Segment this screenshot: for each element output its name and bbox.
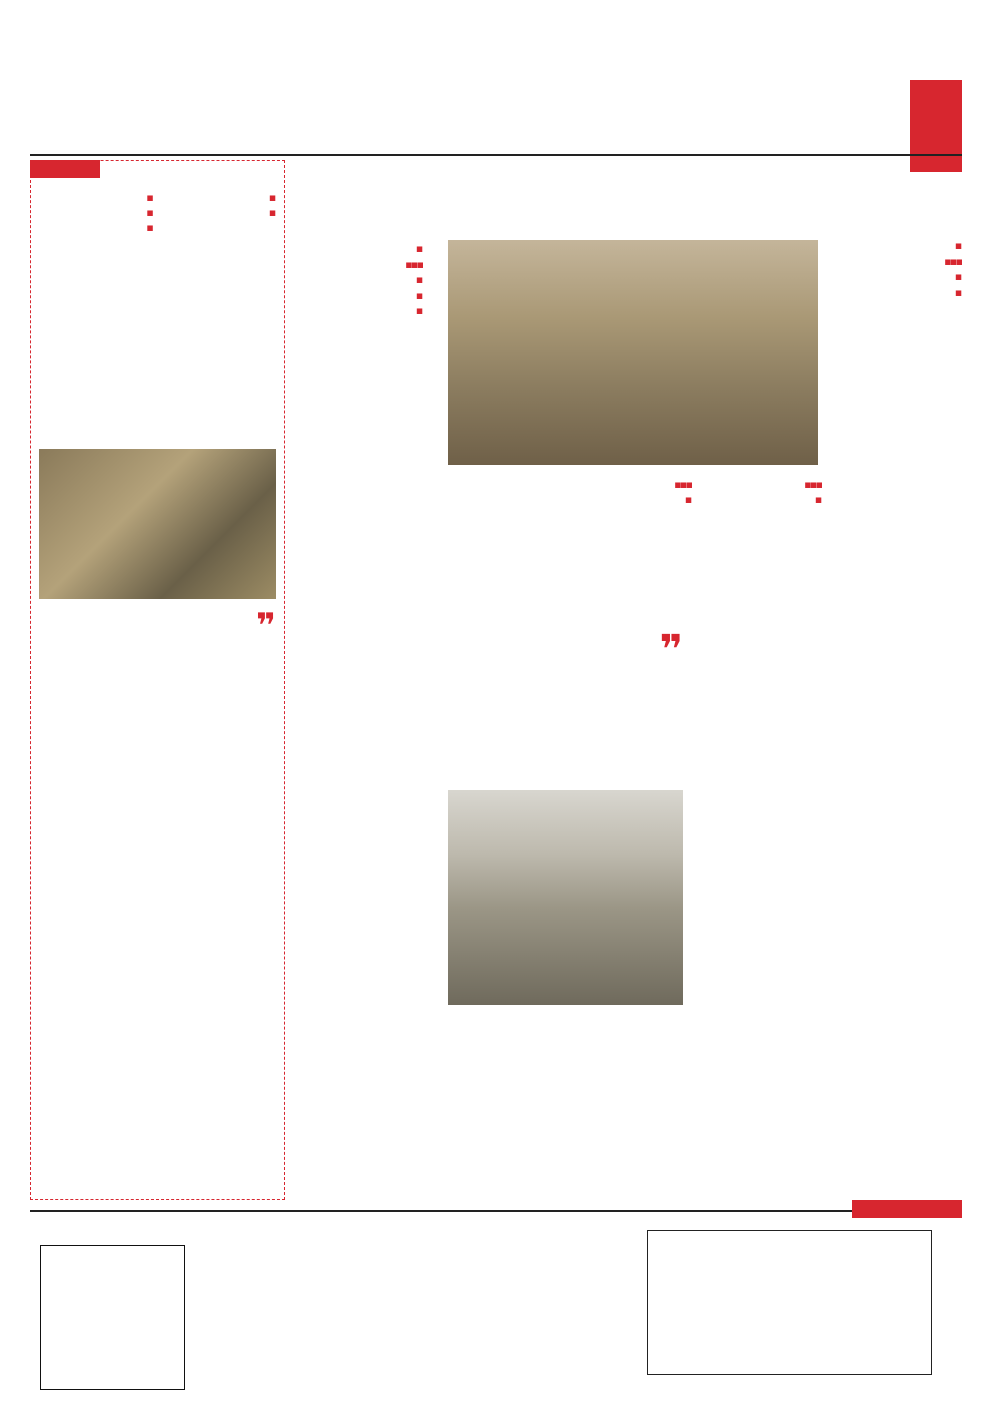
quote-mark-icon: ❞ xyxy=(659,627,683,673)
section-brand xyxy=(390,70,570,140)
sidebar-col-4 xyxy=(39,609,154,1209)
answer-grid xyxy=(200,1385,345,1415)
article-col-left xyxy=(293,240,423,1000)
sidebar-tab xyxy=(30,160,100,178)
crossword-grid xyxy=(647,1228,932,1388)
sidebar-sub-4 xyxy=(162,207,277,219)
subhead-left-2 xyxy=(293,259,423,271)
sudoku-header xyxy=(200,1250,280,1254)
masthead xyxy=(30,70,962,150)
sidebar-author xyxy=(162,192,277,204)
sidebar-columns xyxy=(39,189,276,439)
subhead-left-1 xyxy=(293,243,423,255)
subhead-right-2 xyxy=(832,287,962,299)
sidebar-sub-2 xyxy=(39,207,154,219)
subhead-right-1b xyxy=(832,271,962,283)
sidebar-sub-1 xyxy=(39,192,154,204)
subhead-left-3 xyxy=(293,290,423,302)
header-rule xyxy=(30,154,962,156)
pull-quote xyxy=(448,627,683,780)
article-col-mid xyxy=(572,475,692,625)
photo-missile-unit xyxy=(448,790,683,1005)
article-col-center xyxy=(433,475,558,625)
sidebar-group-photo xyxy=(39,449,276,599)
quote-mark-icon: ❞ xyxy=(256,609,276,646)
subhead-mid-2b xyxy=(572,494,692,506)
sidebar-col-2 xyxy=(39,189,154,439)
crossword-cells xyxy=(647,1230,932,1375)
puzzles-tab xyxy=(852,1200,962,1218)
photo-commanders-group xyxy=(448,240,818,465)
sidebar-lower-columns xyxy=(39,609,276,1209)
photo1-caption xyxy=(433,240,445,465)
subhead-left-4 xyxy=(293,305,423,317)
main-article xyxy=(293,160,962,1200)
article-col-mid-right xyxy=(702,475,822,1000)
sidebar-sub-3 xyxy=(39,222,154,234)
article-author xyxy=(955,241,962,250)
paper-logo xyxy=(910,80,962,172)
crossword-clues xyxy=(352,1240,647,1400)
memoir-sidebar xyxy=(30,160,285,1200)
puzzles-rule xyxy=(30,1210,962,1212)
subhead-left-2b xyxy=(293,274,423,286)
subhead-mid-2 xyxy=(572,479,692,491)
subhead-right-1 xyxy=(832,256,962,268)
article-col-right xyxy=(832,240,962,1000)
sidebar-col-1 xyxy=(162,189,277,439)
subhead-mid-1 xyxy=(702,479,822,491)
sidebar-col-3 xyxy=(162,609,277,1209)
subhead-mid-1b xyxy=(702,494,822,506)
sudoku-grid xyxy=(40,1245,185,1390)
